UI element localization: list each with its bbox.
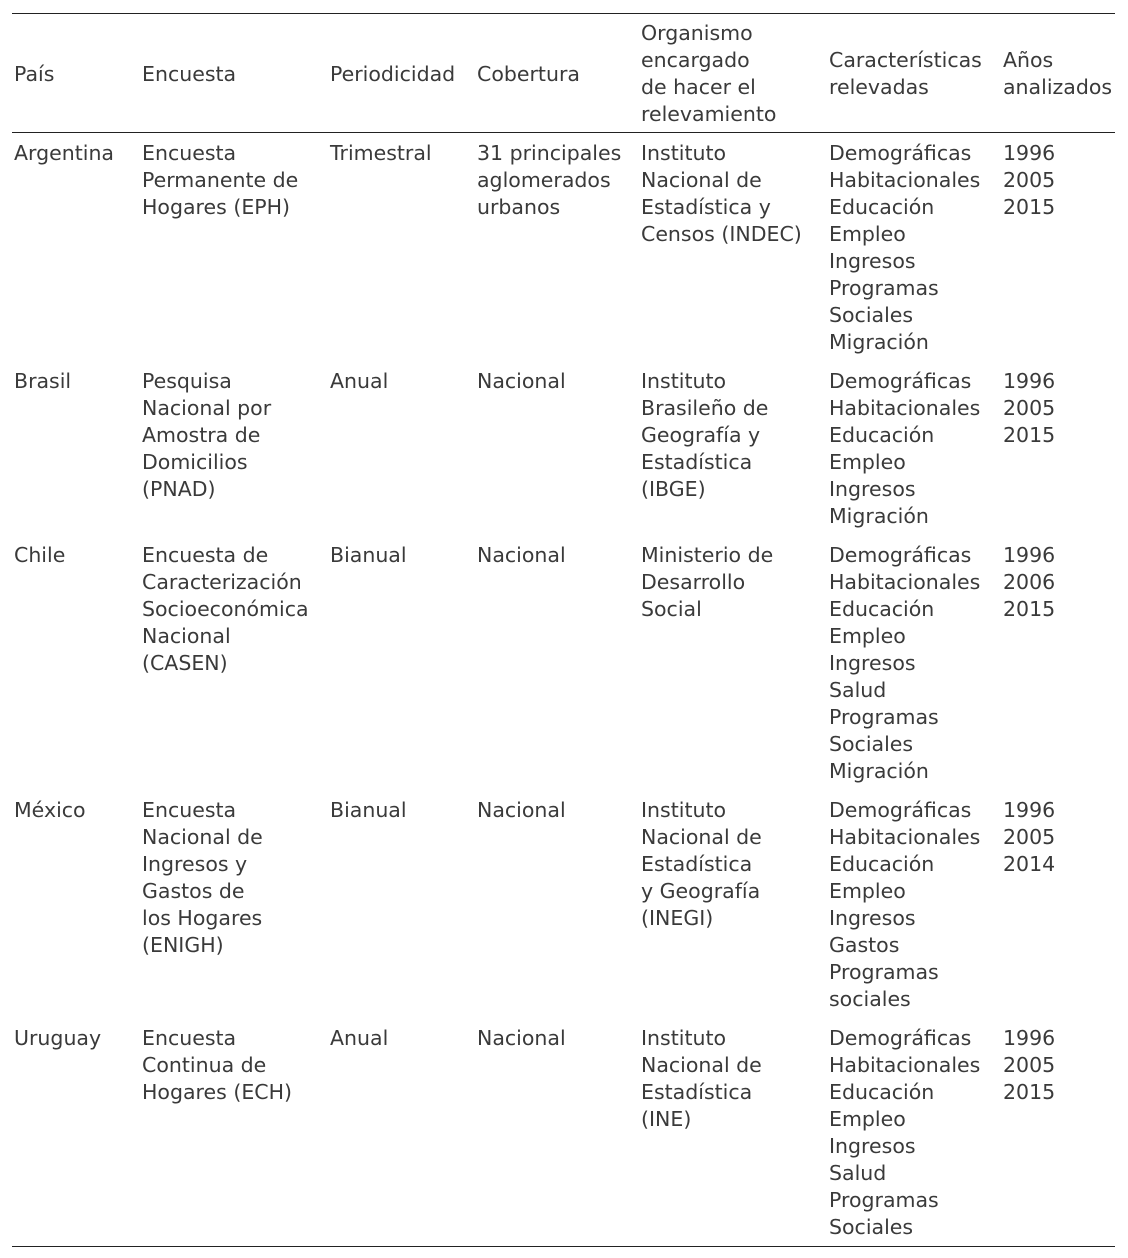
cell-line: Educación: [829, 597, 935, 621]
cell-encuesta: [140, 790, 328, 1018]
cell-line: urbanos: [477, 195, 561, 219]
cell-line: Programas: [829, 705, 939, 729]
cell-line: 2015: [1003, 1080, 1056, 1104]
cell-cobertura: [475, 535, 639, 790]
cell-line: Demográficas: [829, 543, 972, 567]
cell-line: Nacional: [477, 1026, 566, 1050]
cell-anios: [1001, 1018, 1115, 1247]
cell-line: Ministerio de: [641, 543, 774, 567]
cell-caracteristicas: [827, 1018, 1001, 1247]
cell-line: relevamiento: [641, 102, 777, 126]
cell-line: 1996: [1003, 798, 1056, 822]
cell-line: Ingresos y: [142, 852, 248, 876]
cell-line: Estadística: [641, 450, 753, 474]
cell-line: 2015: [1003, 195, 1056, 219]
cell-line: Nacional de: [142, 825, 263, 849]
cell-line: Programas: [829, 960, 939, 984]
cell-line: (IBGE): [641, 477, 706, 501]
cell-line: sociales: [829, 987, 911, 1011]
cell-line: Hogares (ECH): [142, 1080, 292, 1104]
cell-line: Sociales: [829, 303, 914, 327]
cell-line: 2015: [1003, 597, 1056, 621]
cell-line: los Hogares: [142, 906, 263, 930]
cell-line: Educación: [829, 1080, 935, 1104]
cell-line: aglomerados: [477, 168, 611, 192]
cell-organismo: [639, 535, 827, 790]
cell-encuesta: [140, 361, 328, 535]
cell-line: (CASEN): [142, 651, 228, 675]
cell-organismo: [639, 790, 827, 1018]
cell-periodicidad: Bianual: [330, 798, 407, 822]
cell-line: relevadas: [829, 75, 929, 99]
cell-line: Demográficas: [829, 1026, 972, 1050]
table-row: [12, 361, 1115, 535]
cell-line: Empleo: [829, 624, 906, 648]
cell-pais: Argentina: [14, 141, 114, 165]
header-cobertura: Cobertura: [477, 61, 580, 86]
cell-line: Habitacionales: [829, 168, 981, 192]
cell-line: Ingresos: [829, 249, 916, 273]
cell-caracteristicas: [827, 133, 1001, 362]
cell-line: Ingresos: [829, 477, 916, 501]
cell-line: Empleo: [829, 450, 906, 474]
cell-line: (PNAD): [142, 477, 216, 501]
cell-encuesta: [140, 133, 328, 362]
table-header: [12, 14, 1115, 133]
cell-organismo: [639, 133, 827, 362]
cell-cobertura: [475, 790, 639, 1018]
cell-line: Habitacionales: [829, 1053, 981, 1077]
cell-line: de hacer el: [641, 75, 756, 99]
cell-line: Demográficas: [829, 141, 972, 165]
cell-line: Años: [1003, 48, 1054, 72]
cell-line: 1996: [1003, 543, 1056, 567]
cell-line: Geografía y: [641, 423, 761, 447]
cell-line: Nacional: [477, 369, 566, 393]
cell-line: 2014: [1003, 852, 1056, 876]
cell-periodicidad: Anual: [330, 1026, 389, 1050]
cell-line: Nacional: [477, 543, 566, 567]
cell-line: Empleo: [829, 1107, 906, 1131]
cell-line: Ingresos: [829, 651, 916, 675]
surveys-table: [12, 13, 1115, 1247]
cell-organismo: [639, 361, 827, 535]
cell-pais: México: [14, 798, 86, 822]
cell-line: encargado: [641, 48, 750, 72]
header-anios: [1001, 14, 1115, 133]
cell-line: Estadística: [641, 1080, 753, 1104]
cell-line: Programas: [829, 276, 939, 300]
cell-line: Encuesta: [142, 141, 237, 165]
cell-line: Sociales: [829, 732, 914, 756]
cell-cobertura: [475, 133, 639, 362]
cell-line: Programas: [829, 1188, 939, 1212]
cell-organismo: [639, 1018, 827, 1247]
cell-line: 2015: [1003, 423, 1056, 447]
cell-line: Desarrollo: [641, 570, 746, 594]
cell-line: 2005: [1003, 396, 1056, 420]
cell-line: analizados: [1003, 75, 1113, 99]
cell-line: Habitacionales: [829, 570, 981, 594]
table-row: [12, 1018, 1115, 1247]
cell-line: Hogares (EPH): [142, 195, 291, 219]
cell-anios: [1001, 361, 1115, 535]
cell-line: Demográficas: [829, 798, 972, 822]
cell-pais: Chile: [14, 543, 66, 567]
cell-line: Instituto: [641, 369, 727, 393]
cell-anios: [1001, 790, 1115, 1018]
cell-line: Características: [829, 48, 982, 72]
cell-line: Educación: [829, 423, 935, 447]
cell-line: Domicilios: [142, 450, 248, 474]
cell-line: Instituto: [641, 141, 727, 165]
cell-line: Pesquisa: [142, 369, 232, 393]
cell-line: 1996: [1003, 369, 1056, 393]
cell-line: Social: [641, 597, 702, 621]
cell-line: Nacional: [477, 798, 566, 822]
cell-line: Educación: [829, 195, 935, 219]
cell-encuesta: [140, 1018, 328, 1247]
cell-line: Continua de: [142, 1053, 267, 1077]
cell-line: Organismo: [641, 21, 753, 45]
cell-line: Estadística y: [641, 195, 771, 219]
cell-line: (INE): [641, 1107, 692, 1131]
cell-line: 2006: [1003, 570, 1056, 594]
cell-line: Salud: [829, 678, 887, 702]
cell-line: Ingresos: [829, 1134, 916, 1158]
cell-line: Nacional: [142, 624, 231, 648]
cell-encuesta: [140, 535, 328, 790]
cell-line: Instituto: [641, 798, 727, 822]
cell-line: (ENIGH): [142, 933, 224, 957]
cell-line: Instituto: [641, 1026, 727, 1050]
cell-line: Migración: [829, 504, 929, 528]
cell-line: (INEGI): [641, 906, 714, 930]
table-body: [12, 133, 1115, 1247]
cell-pais: Uruguay: [14, 1026, 102, 1050]
cell-caracteristicas: [827, 535, 1001, 790]
cell-periodicidad: Bianual: [330, 543, 407, 567]
cell-pais: Brasil: [14, 369, 72, 393]
table-row: [12, 790, 1115, 1018]
table-row: [12, 133, 1115, 362]
cell-line: 1996: [1003, 141, 1056, 165]
cell-line: Brasileño de: [641, 396, 769, 420]
cell-caracteristicas: [827, 790, 1001, 1018]
cell-cobertura: [475, 361, 639, 535]
cell-line: Amostra de: [142, 423, 261, 447]
cell-line: Censos (INDEC): [641, 222, 802, 246]
cell-line: Socioeconómica: [142, 597, 309, 621]
cell-line: Permanente de: [142, 168, 299, 192]
cell-line: Salud: [829, 1161, 887, 1185]
cell-line: Encuesta de: [142, 543, 269, 567]
cell-line: 2005: [1003, 168, 1056, 192]
cell-line: y Geografía: [641, 879, 761, 903]
cell-line: Migración: [829, 330, 929, 354]
cell-line: 2005: [1003, 1053, 1056, 1077]
cell-line: Habitacionales: [829, 825, 981, 849]
cell-line: Empleo: [829, 879, 906, 903]
cell-line: Migración: [829, 759, 929, 783]
cell-line: Nacional de: [641, 825, 762, 849]
cell-line: Encuesta: [142, 1026, 237, 1050]
table-row: [12, 535, 1115, 790]
cell-periodicidad: Trimestral: [330, 141, 432, 165]
cell-line: Nacional por: [142, 396, 272, 420]
cell-line: 31 principales: [477, 141, 622, 165]
cell-line: Educación: [829, 852, 935, 876]
cell-line: Estadística: [641, 852, 753, 876]
cell-anios: [1001, 133, 1115, 362]
cell-line: Sociales: [829, 1215, 914, 1239]
cell-line: Nacional de: [641, 168, 762, 192]
cell-line: Demográficas: [829, 369, 972, 393]
cell-line: Encuesta: [142, 798, 237, 822]
cell-anios: [1001, 535, 1115, 790]
cell-periodicidad: Anual: [330, 369, 389, 393]
header-encuesta: Encuesta: [142, 61, 237, 86]
cell-line: Nacional de: [641, 1053, 762, 1077]
header-periodicidad: Periodicidad: [330, 61, 456, 86]
cell-line: Caracterización: [142, 570, 302, 594]
cell-line: 1996: [1003, 1026, 1056, 1050]
cell-line: Habitacionales: [829, 396, 981, 420]
cell-line: Gastos: [829, 933, 900, 957]
cell-line: Gastos de: [142, 879, 245, 903]
header-organismo: [639, 14, 827, 133]
cell-line: 2005: [1003, 825, 1056, 849]
header-caracteristicas: [827, 14, 1001, 133]
cell-line: Ingresos: [829, 906, 916, 930]
cell-caracteristicas: [827, 361, 1001, 535]
cell-cobertura: [475, 1018, 639, 1247]
header-row: [12, 14, 1115, 133]
cell-line: Empleo: [829, 222, 906, 246]
header-pais: País: [14, 61, 55, 86]
